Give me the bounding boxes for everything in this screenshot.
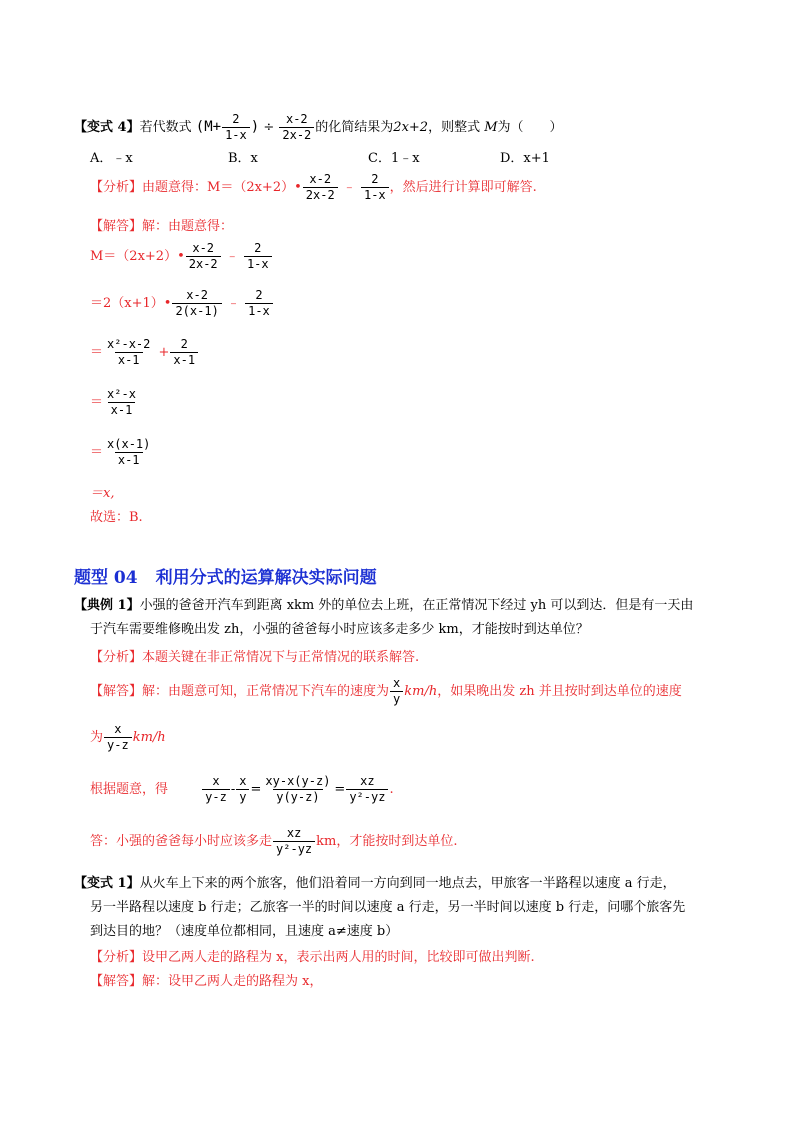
step2-fraction-2: $\frac{2}{1-x}$ <box>245 288 273 319</box>
variant1-line-2: 另一半路程以速度 b 行走；乙旅客一半的时间以速度 a 行走，另一半时间以速度 b 行走，问哪个旅客先 <box>90 900 686 915</box>
example1-solution-line-2: 为 $\frac{x}{y-z}$ km/h <box>90 722 166 752</box>
divide-sign: ÷ <box>263 120 275 135</box>
speed-normal-fraction: $\frac{x}{y}$ <box>390 676 403 707</box>
expr-close: ) <box>250 119 260 135</box>
solution-conclusion: 故选：B. <box>90 510 143 525</box>
example1-line-2: 于汽车需要维修晚出发 zh，小强的爸爸每小时应该多走多少 km，才能按时到达单位？ <box>90 622 589 637</box>
variant4-tag-open: 【 <box>74 120 88 135</box>
option-d: D．x+1 <box>500 151 550 166</box>
variant1-line-1: 【变式 1】从火车上下来的两个旅客，他们沿着同一方向到同一地点去，甲旅客一半路程以速度 a 行走， <box>74 876 676 891</box>
variant4-q-pre: 若代数式 <box>139 120 192 135</box>
variant4-tag-close: 】 <box>126 120 140 135</box>
variant4-analysis: 【分析】由题意得：M＝（2x+2）• $\frac{x-2}{2x-2}$ ﹣ $\frac{2}{1-x}$ ，然后进行计算即可解答. <box>90 172 537 202</box>
step3-fraction-2: $\frac{2}{x-1}$ <box>170 337 198 368</box>
step4-fraction: $\frac{\text{x²-x}}{x-1}$ <box>107 387 136 417</box>
expr-open: (M+ <box>195 119 222 135</box>
step3-fraction-1: $\frac{\text{x²-x-2}}{x-1}$ <box>107 337 151 367</box>
example1-answer: 答：小强的爸爸每小时应该多走 $\frac{xz}{\text{y²-yz}}$ km，才能按时到达单位. <box>90 826 458 856</box>
expr-fraction-2: $\frac{x-2}{2x-2}$ <box>279 112 314 143</box>
section-heading <box>74 563 377 588</box>
example1-tag: 【典例 1】 <box>74 598 140 613</box>
example1-equation: 根据题意，得 $\frac{x}{y-z}$ - $\frac{x}{y}$ = $\frac{xy-x(y-z)}{y(y-z)}$ = $\frac{xz}{\text{y²-yz}}$ . <box>90 774 394 804</box>
speed-late-fraction: $\frac{x}{y-z}$ <box>104 722 132 753</box>
option-b: B．x <box>228 151 258 166</box>
answer-fraction: $\frac{xz}{\text{y²-yz}}$ <box>273 826 315 857</box>
step5-fraction: $\frac{x(x-1)}{x-1}$ <box>107 437 151 467</box>
step1-fraction-1: $\frac{x-2}{2x-2}$ <box>186 241 221 272</box>
example1-line-1: 【典例 1】小强的爸爸开汽车到距离 xkm 外的单位去上班，在正常情况下经过 yh 可以到达．但是有一天由 <box>74 598 694 613</box>
variant1-line-3: 到达目的地？（速度单位都相同，且速度 a≠速度 b） <box>90 924 399 939</box>
option-c: C．1﹣x <box>368 151 420 166</box>
solution-intro: 解：由题意得： <box>142 219 234 234</box>
solution-tag: 【解答】 <box>90 219 143 234</box>
variant4-q-result: 2x+2 <box>393 120 429 135</box>
solution-step-2: ＝2（x+1）• $\frac{x-2}{2(x-1)}$ ﹣ $\frac{2}{1-x}$ <box>90 287 274 321</box>
variant4-question <box>74 112 563 143</box>
eq-fraction-2: $\frac{x}{y}$ <box>236 774 249 805</box>
variant4-q-mid: 的化简结果为 <box>315 120 394 135</box>
variant4-tag: 变式 4 <box>87 120 127 135</box>
analysis-fraction-1: $\frac{x-2}{2x-2}$ <box>303 172 338 203</box>
analysis-pre: 由题意得：M＝（2x+2） <box>142 180 295 195</box>
eq-fraction-1: $\frac{x}{y-z}$ <box>202 774 230 805</box>
expr-fraction-1: $\frac{2}{1-x}$ <box>222 112 250 143</box>
variant1-solution: 【解答】解：设甲乙两人走的路程为 x， <box>90 974 323 989</box>
solution-step-3: ＝ $\frac{\text{x²-x-2}}{x-1}$ + $\frac{2}{x-1}$ <box>90 336 199 370</box>
step2-fraction-1: $\frac{x-2}{2(x-1)}$ <box>172 288 221 319</box>
analysis-post: ，然后进行计算即可解答. <box>389 180 537 195</box>
eq-fraction-3: $\frac{xy-x(y-z)}{y(y-z)}$ <box>265 774 331 804</box>
section-number: 题型 04 <box>74 568 138 588</box>
solution-step-4: ＝ $\frac{\text{x²-x}}{x-1}$ <box>90 386 140 420</box>
option-a: A．﹣x <box>90 151 133 166</box>
variant4-q-end: 为（ ） <box>497 120 563 135</box>
variant4-solution-intro <box>90 217 233 237</box>
solution-step-5: ＝ $\frac{x(x-1)}{x-1}$ <box>90 436 154 470</box>
variant1-analysis: 【分析】设甲乙两人走的路程为 x，表示出两人用的时间，比较即可做出判断. <box>90 950 535 965</box>
section-title: 利用分式的运算解决实际问题 <box>155 568 377 588</box>
solution-step-6: ＝x, <box>90 486 115 501</box>
eq-fraction-4: $\frac{xz}{\text{y²-yz}}$ <box>346 774 388 805</box>
solution-step-1: M＝（2x+2）• $\frac{x-2}{2x-2}$ ﹣ $\frac{2}{1-x}$ <box>90 240 273 274</box>
analysis-fraction-2: $\frac{2}{1-x}$ <box>361 172 389 203</box>
variant1-tag: 【变式 1】 <box>74 876 140 891</box>
variant4-q-post: ，则整式 <box>428 120 481 135</box>
example1-solution-line-1: 【解答】解：由题意可知，正常情况下汽车的速度为 $\frac{x}{y}$ km/h，如果晚出发 zh 并且按时到达单位的速度 <box>90 676 682 706</box>
step1-fraction-2: $\frac{2}{1-x}$ <box>244 241 272 272</box>
example1-analysis: 【分析】本题关键在非正常情况下与正常情况的联系解答. <box>90 650 420 665</box>
analysis-tag: 【分析】 <box>90 180 143 195</box>
variant4-q-var: M <box>484 120 498 135</box>
